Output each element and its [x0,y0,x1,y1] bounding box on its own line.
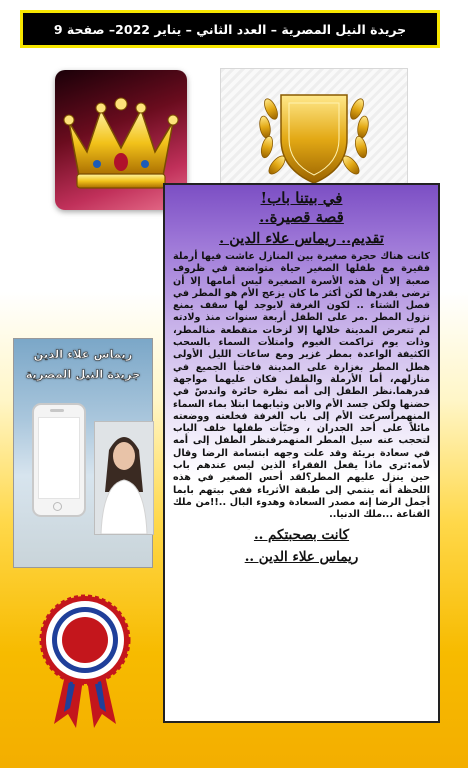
phone-camera [50,409,64,412]
author-photo [94,421,154,535]
story-title: في بيتنا باب! [260,189,343,207]
laurel-shield-image [220,68,408,198]
phone-illustration [32,403,86,517]
cover-author-name: ريماس علاء الدين [33,347,133,361]
story-body: كانت هناك حجرة صغيرة بين المنازل عاشت فيها أرملة فقيرة مع طفلها الصغير حياة متواضعة في ظروف صعبة إلا أن هذه الأسرة الصغيرة ليس أمامها إلا أن ترضى بقدرها لكن أكثر ما كان يزعج الأم هو المطر في فصل الشتاء .. لكون الغرفة لايوجد لها سقف يمنع نزول المطر .مر على الطفل أربعة سنوات منذ ولادته لم تتعرض المدينة خلالها إلا لزخات متقطعة منالمطر، وذات يوم تراكمت الغيوم وامتلأت السماء بالسحب الكثيفة الواعدة بمطر غزير ومع ساعات الليل الأولى هطل المطر بغزارة على المدينة فاختبأ الجميع في منازلهم، أما الأرملة والطفل فكان عليهما مواجهة قدرهما.نظر الطفل إلى أمه نظرة حائرة واندسّ في حضنها ولكن جسد الأم والابن وثيابهما ابتلا بماء السماء المنهمرأسرعت الأم إلى باب الغرفة فخلعته ووضعته مائلاً على أحد الجدران ، وخبّأت طفلها خلف الباب لتحجب عنه سيل المطر المنهمرفنظر الطفل إلى أمه في سعادة بريئة وقد علت وجهه ابتسامة الرضا وقال لأمه:ترى ماذا يفعل الفقراء الذين ليس عندهم باب حين ينزل عليهم المطر؟لقد أحس الصغير في هذه اللحظة أنه ينتمي إلى طبقة الأثرياء ففي بيتهم بابما أجمل الرضا إنه مصدر السعادة وهدوء البال ..!!من ملك القناعة ...ملك الدنيا.. [173,251,430,521]
story-signature: ريماس علاء الدين .. [244,548,359,565]
story-author-intro: تقديم.. ريماس علاء الدين . [219,230,384,247]
story-article [163,183,440,723]
person-silhouette-icon [95,422,153,534]
phone-screen [38,417,80,499]
award-rosette-icon [38,592,132,732]
page-header [20,10,440,48]
author-cover-image [13,338,153,568]
story-signoff: كانت بصحبتكم .. [253,526,350,543]
header-text: جريدة النيل المصرية – العدد الثاني – يناير 2022– صفحة 9 [53,21,407,37]
golden-laurel-shield-icon [221,69,407,197]
cover-newspaper-name: جريدة النيل المصرية [25,367,141,381]
phone-home-button [53,502,62,511]
story-subtitle: قصة قصيرة.. [259,208,344,226]
